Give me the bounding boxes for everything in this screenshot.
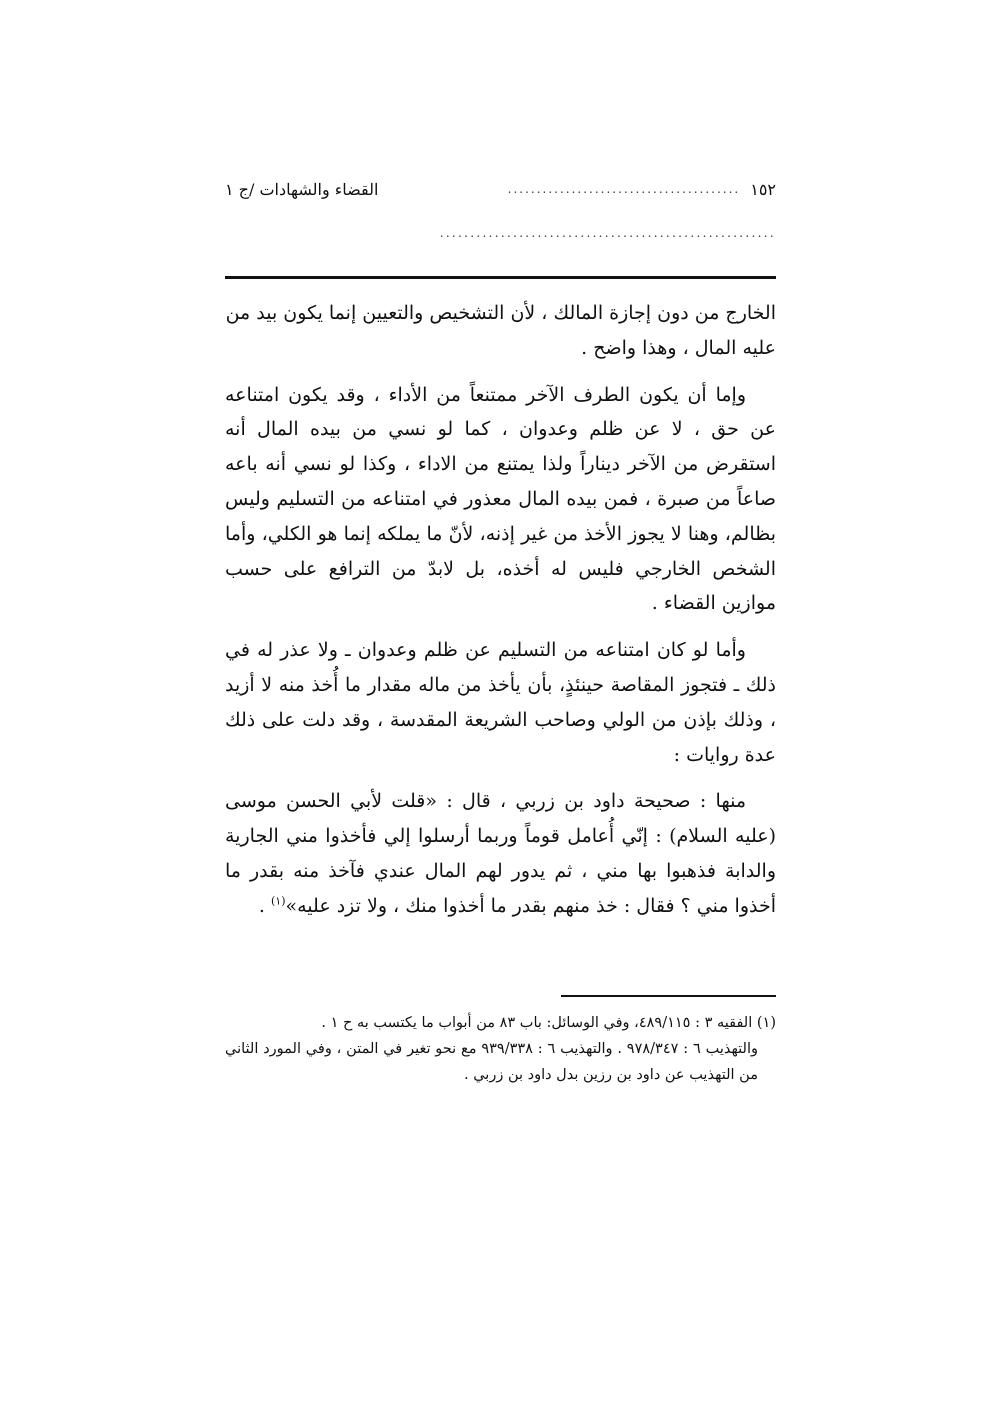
- paragraph-2: وإما أن يكون الطرف الآخر ممتنعاً من الأداء ، وقد يكون امتناعه عن حق ، لا عن ظلم وعدوان ، كما لو نسي من بيده المال أنه استقرض من الآخر ديناراً ولذا يمتنع من الاداء ، وكذا لو نسي أنه باعه صاعاً من صبرة ، فمن بيده المال معذور في امتناعه من التسليم وليس بظالم، وهنا لا يجوز الأخذ من غير إذنه، لأنّ ما يملكه إنما هو الكلي، وأما الشخص الخارجي فليس له أخذه، بل لابدّ من الترافع على حسب موازين القضاء .: [225, 383, 776, 615]
- running-header: [225, 176, 776, 202]
- paragraph-4: [225, 784, 776, 923]
- paragraph-4-end: .: [258, 894, 271, 917]
- book-page: [225, 0, 776, 1403]
- paragraph-3: وأما لو كان امتناعه من التسليم عن ظلم وعدوان ـ ولا عذر له في ذلك ـ فتجوز المقاصة حينئذٍ، بأن يأخذ من ماله مقدار ما أُخذ منه لا أزيد ، وذلك بإذن من الولي وصاحب الشريعة المقدسة ، وقد دلت على ذلك عدة روايات :: [225, 639, 776, 766]
- paragraph-1: [225, 296, 776, 366]
- dotted-divider: .......................................................: [439, 226, 776, 240]
- main-text: [225, 296, 776, 936]
- book-title: القضاء والشهادات /ج ١: [225, 179, 379, 199]
- header-rule: [225, 276, 776, 279]
- paragraph-1-line-1: الخارج من دون إجازة المالك ، لأن التشخيص والتعيين إنما يكون بيد من: [225, 302, 776, 324]
- footnote-separator: [561, 995, 776, 997]
- page-number: ١٥٢: [750, 179, 776, 199]
- paragraph-1-line-2: عليه المال ، وهذا واضح .: [581, 336, 776, 359]
- header-dot-leader: ........................................: [507, 182, 741, 196]
- paragraph-4-text: منها : صحيحة داود بن زربي ، قال : «قلت لأبي الحسن موسى (عليه السلام) : إنّي أُعامل قوماً وربما أرسلوا إلي فأخذوا مني الجارية والدابة فذهبوا بها مني ، ثم يدور لهم المال عندي فآخذ منه بقدر ما أخذوا مني ؟ فقال : خذ منهم بقدر ما أخذوا منك ، ولا تزد عليه»: [225, 790, 776, 917]
- footnote-reference: (١): [270, 894, 286, 908]
- footnote-1-line-1: (١) الفقيه ٣ : ٤٨٩/١١٥، وفي الوسائل: باب ٨٣ من أبواب ما يكتسب به ح ١ .: [321, 1015, 776, 1031]
- footnote-1-continuation: والتهذيب ٦ : ٩٧٨/٣٤٧ . والتهذيب ٦ : ٩٣٩/٣٣٨ مع نحو تغير في المتن ، وفي المورد الثاني من التهذيب عن داود بن رزين بدل داود بن زربي .: [225, 1041, 758, 1083]
- footnotes: [225, 1010, 776, 1088]
